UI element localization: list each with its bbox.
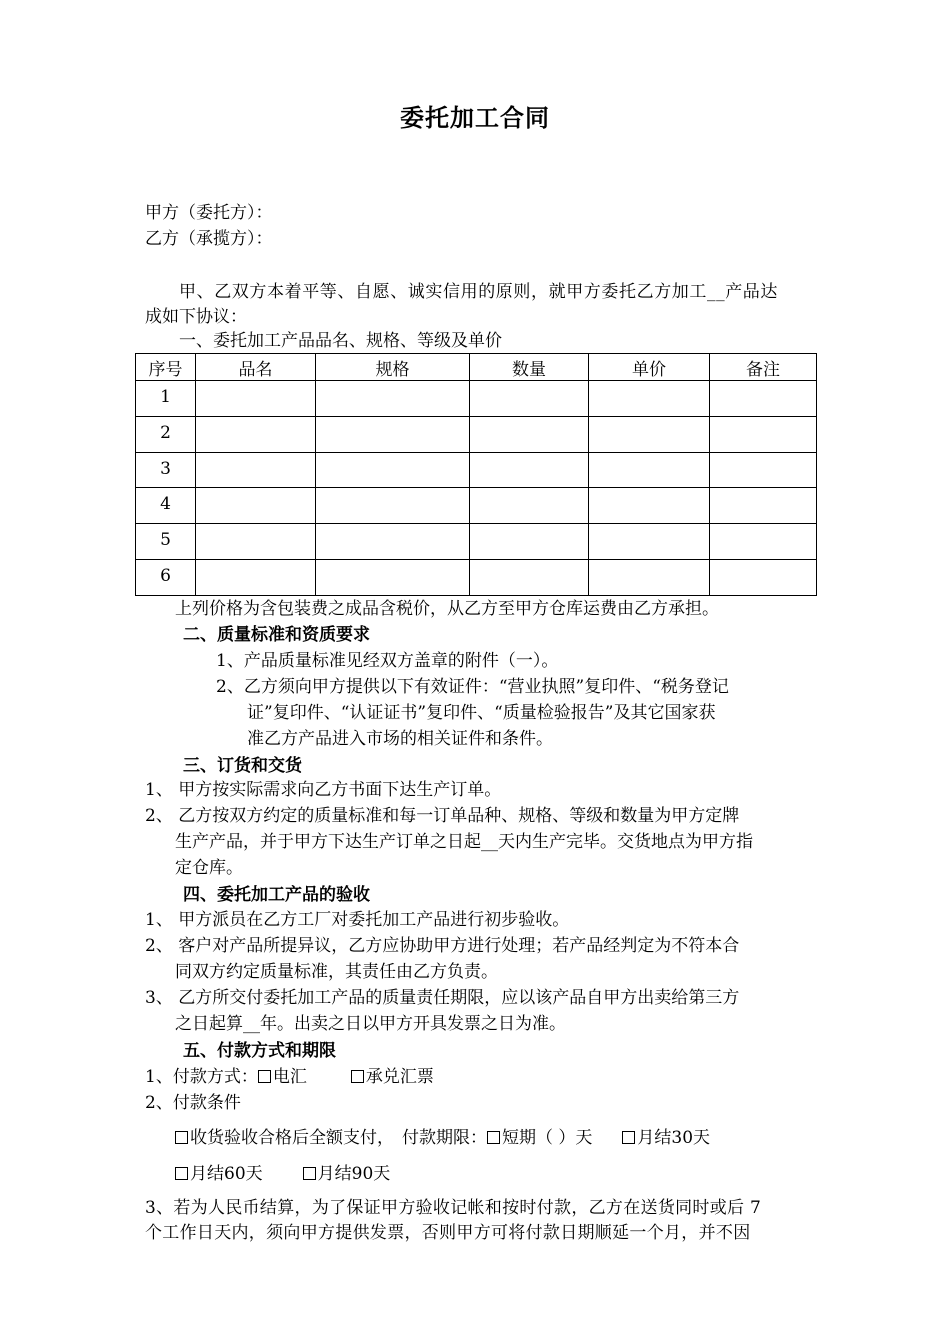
row-index: 6 [136,560,196,596]
checkbox-icon[interactable] [258,1070,271,1083]
table-cell [470,381,589,417]
section-2-item-2-line-2: 证”复印件、“认证证书”复印件、“质量检验报告”及其它国家获 [247,703,716,723]
table-cell [710,452,817,488]
section-2-item-2-line-1: 2、乙方须向甲方提供以下有效证件：“营业执照”复印件、“税务登记 [216,677,729,697]
table-cell [710,560,817,596]
table-cell [316,381,470,417]
payment-conditions-label: 2、付款条件 [145,1093,241,1113]
option-monthly-60: 月结60天 [190,1164,263,1184]
section-5-item-3-line-1: 3、若为人民币结算，为了保证甲方验收记帐和按时付款，乙方在送货同时或后 7 [145,1198,762,1218]
checkbox-icon[interactable] [351,1070,364,1083]
table-cell [589,488,710,524]
option-short-term: 短期（ ）天 [502,1128,593,1148]
row-index: 5 [136,524,196,560]
section-2-item-1: 1、产品质量标准见经双方盖章的附件（一）。 [216,651,559,671]
section-3-item-2-line-1: 2、 乙方按双方约定的质量标准和每一订单品种、规格、等级和数量为甲方定牌 [145,806,740,826]
price-note: 上列价格为含包装费之成品含税价，从乙方至甲方仓库运费由乙方承担。 [175,599,719,619]
table-cell [589,381,710,417]
product-table [135,353,817,596]
payment-conditions-row-1 [175,1128,710,1148]
party-a-label: 甲方（委托方）： [145,203,273,223]
section-5-item-3-line-2: 个工作日天内，须向甲方提供发票，否则甲方可将付款日期顺延一个月，并不因 [145,1223,751,1243]
table-cell [589,452,710,488]
checkbox-icon[interactable] [303,1167,316,1180]
section-2-item-2-line-3: 准乙方产品进入市场的相关证件和条件。 [247,729,553,749]
table-cell [196,488,316,524]
table-row [136,416,817,452]
table-row [136,381,817,417]
option-monthly-30: 月结30天 [637,1128,711,1148]
table-cell [589,416,710,452]
table-cell [470,416,589,452]
row-index: 3 [136,452,196,488]
checkbox-icon[interactable] [622,1131,635,1144]
table-row [136,524,817,560]
table-cell [196,560,316,596]
table-header-row [136,354,817,381]
section-4-item-3-line-1: 3、 乙方所交付委托加工产品的质量责任期限，应以该产品自甲方出卖给第三方 [145,988,740,1008]
page-title: 委托加工合同 [400,103,550,132]
col-header-remarks: 备注 [710,354,817,381]
section-4-item-2-line-1: 2、 客户对产品所提异议，乙方应协助甲方进行处理；若产品经判定为不符本合 [145,936,740,956]
option-acceptance-draft: 承兑汇票 [365,1067,434,1087]
section-4-item-2-line-2: 同双方约定质量标准，其责任由乙方负责。 [175,962,498,982]
table-cell [196,452,316,488]
table-cell [710,416,817,452]
checkbox-icon[interactable] [175,1131,188,1144]
table-cell [710,524,817,560]
section-3-item-1: 1、 甲方按实际需求向乙方书面下达生产订单。 [145,780,502,800]
table-row [136,488,817,524]
table-cell [316,416,470,452]
table-cell [316,488,470,524]
table-cell [589,524,710,560]
payment-method-label: 1、付款方式： [145,1067,258,1087]
table-cell [470,452,589,488]
row-index: 1 [136,381,196,417]
option-full-payment: 收货验收合格后全额支付， [190,1128,394,1148]
table-row [136,452,817,488]
col-header-name: 品名 [196,354,316,381]
payment-method-row [145,1067,434,1087]
section-5-title: 五、付款方式和期限 [183,1041,336,1061]
payment-term-label: 付款期限： [402,1128,487,1148]
checkbox-icon[interactable] [487,1131,500,1144]
option-wire-transfer: 电汇 [272,1067,307,1087]
col-header-spec: 规格 [316,354,470,381]
payment-conditions-row-2 [175,1164,390,1184]
table-cell [316,524,470,560]
section-2-title: 二、质量标准和资质要求 [183,625,370,645]
col-header-unit-price: 单价 [589,354,710,381]
table-cell [316,560,470,596]
table-cell [589,560,710,596]
table-cell [710,381,817,417]
option-monthly-90: 月结90天 [317,1164,391,1184]
section-4-item-3-line-2: 之日起算__年。出卖之日以甲方开具发票之日为准。 [175,1014,566,1034]
section-3-item-2-line-3: 定仓库。 [175,858,243,878]
table-cell [470,488,589,524]
table-cell [316,452,470,488]
table-cell [710,488,817,524]
table-cell [196,381,316,417]
table-cell [470,560,589,596]
table-cell [196,524,316,560]
table-cell [196,416,316,452]
intro-line-2: 成如下协议： [145,307,247,327]
intro-line-1: 甲、乙双方本着平等、自愿、诚实信用的原则，就甲方委托乙方加工__产品达 [179,282,778,302]
party-b-label: 乙方（承揽方）： [145,229,273,249]
row-index: 2 [136,416,196,452]
section-4-item-1: 1、 甲方派员在乙方工厂对委托加工产品进行初步验收。 [145,910,570,930]
section-4-title: 四、委托加工产品的验收 [183,885,370,905]
section-3-title: 三、订货和交货 [183,756,302,776]
section-3-item-2-line-2: 生产产品，并于甲方下达生产订单之日起__天内生产完毕。交货地点为甲方指 [175,832,753,852]
row-index: 4 [136,488,196,524]
col-header-quantity: 数量 [470,354,589,381]
checkbox-icon[interactable] [175,1167,188,1180]
section-1-title: 一、委托加工产品品名、规格、等级及单价 [179,331,502,351]
table-cell [470,524,589,560]
col-header-index: 序号 [136,354,196,381]
table-row [136,560,817,596]
